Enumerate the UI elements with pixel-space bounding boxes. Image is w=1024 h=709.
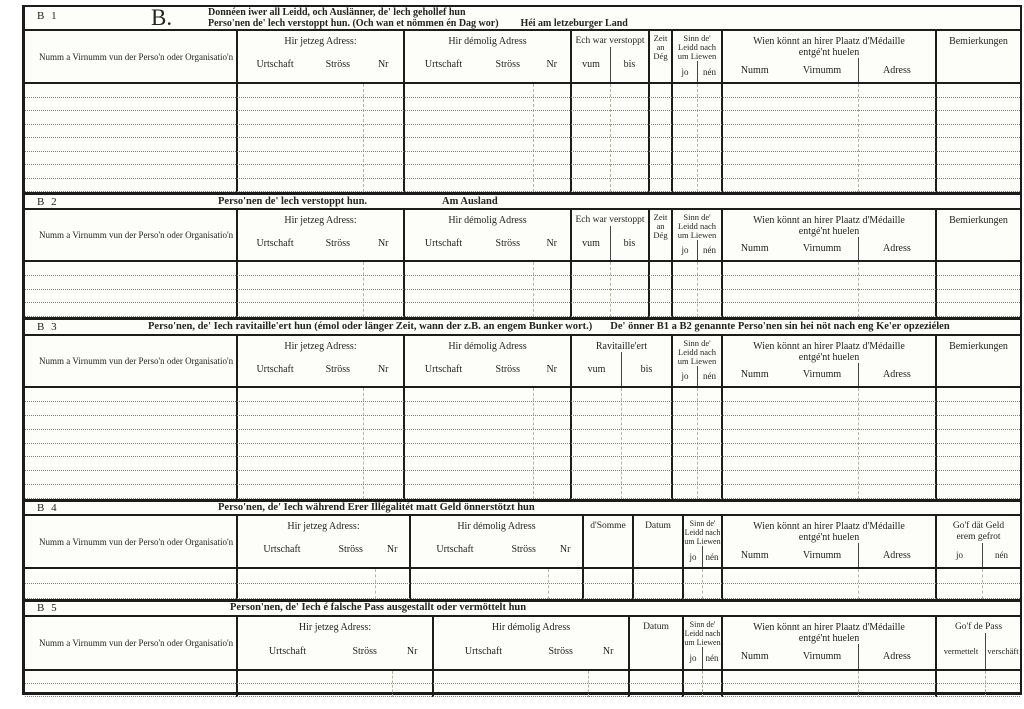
sub-stross: Ströss [338, 544, 363, 555]
b1-col-bemierkungen [935, 31, 1020, 82]
sub-nr: Nr [546, 363, 557, 375]
sinn-line1: Sinn de' [683, 338, 711, 348]
b1-col-wien [721, 31, 935, 82]
sub-urtschaft: Urtschaft [424, 237, 463, 249]
col-wien-label: Wien könnt an hirer Plaatz d'Médaille entgé'nt huelen [753, 36, 905, 58]
sub-urtschaft: Urtschaft [268, 645, 307, 657]
body-cell-demolig [403, 262, 570, 317]
col-demolig-label: Hir démolig Adress [448, 341, 527, 352]
body-cell-wien [721, 671, 935, 697]
sinn-line1: Sinn de' [683, 33, 711, 43]
b5-section-label: B 5 [37, 602, 59, 614]
sub-numm: Numm [740, 651, 769, 662]
b5-col-name [25, 617, 236, 669]
body-cell-name [25, 569, 236, 599]
body-cell-jetzeg [236, 388, 403, 499]
b3-title-bar [25, 320, 1020, 336]
b3-col-bemierkungen [935, 336, 1020, 386]
b3-header-row [25, 336, 1020, 388]
body-cell-jetzeg [236, 671, 432, 697]
sub-stross: Ströss [495, 237, 520, 249]
col-datum-label: Datum [645, 521, 671, 531]
b2-header-row [25, 210, 1020, 262]
sub-verschaft: verschäft [985, 633, 1020, 669]
b1-title-text [208, 8, 628, 29]
sub-stross: Ströss [325, 363, 351, 375]
b3-col-demolig-adress [403, 336, 570, 386]
sinn-line2: Leidd nach [684, 629, 721, 638]
b4-col-wien [721, 516, 935, 567]
body-cell-gof [935, 569, 1020, 599]
b3-col-wien [721, 336, 935, 386]
section-b5 [25, 599, 1020, 697]
col-demolig-label: Hir démolig Adress [491, 622, 571, 633]
sinn-line1: Sinn de' [689, 519, 716, 528]
body-cell-name [25, 388, 236, 499]
b2-col-bemierkungen [935, 210, 1020, 260]
body-cell-demolig [403, 388, 570, 499]
sub-stross: Ströss [325, 59, 351, 70]
body-cell-sinn [671, 262, 721, 317]
b1-demolig-subs [405, 47, 570, 82]
col-wien-label: Wien könnt an hirer Plaatz d'Médaille entgé'nt huelen [753, 521, 905, 543]
sub-bis: bis [610, 226, 648, 260]
body-cell-bem [935, 262, 1020, 317]
sub-nen: nén [697, 61, 721, 82]
sub-urtschaft: Urtschaft [256, 59, 294, 70]
b4-col-gof-geld [935, 516, 1020, 567]
b5-col-datum [628, 617, 682, 669]
b2-place: Am Ausland [442, 196, 498, 207]
sub-adress: Adress [858, 237, 935, 260]
sub-adress: Adress [858, 543, 935, 567]
sub-nr: Nr [546, 237, 557, 249]
b2-col-jetzeg-adress [236, 210, 403, 260]
sub-jo: jo [681, 245, 689, 255]
body-cell-verstoppt [570, 84, 648, 192]
zeit-line3: Dég [653, 230, 668, 240]
b4-title: Perso'nen, de' Iech während Erer Illégalitét matt Geld önnerstötzt hun [218, 502, 535, 513]
sub-nen: nén [697, 366, 721, 386]
body-cell-wien [721, 262, 935, 317]
b2-col-wien [721, 210, 935, 260]
b2-title-bar [25, 195, 1020, 210]
sub-nen: nén [982, 543, 1020, 567]
b3-section-label: B 3 [37, 321, 59, 333]
b1-jetzeg-subs [238, 47, 403, 82]
body-cell-sinn [671, 84, 721, 192]
zeit-line2: an [656, 221, 665, 231]
b2-col-verstoppt [570, 210, 648, 260]
sub-nr: Nr [559, 544, 571, 555]
b2-col-sinn [671, 210, 721, 260]
b4-section-label: B 4 [37, 502, 59, 514]
body-cell-zeit [648, 84, 671, 192]
b2-body [25, 262, 1020, 317]
b4-col-sinn [682, 516, 721, 567]
b1-col-zeit [648, 31, 671, 82]
sinn-line1: Sinn de' [689, 620, 716, 629]
b3-title: Perso'nen, de' Iech ravitaille'ert hun (émol oder länger Zeit, wann der z.B. an engem Bunker wort.) [148, 321, 593, 332]
b4-header-row [25, 516, 1020, 569]
zeit-line2: an [656, 42, 665, 52]
b3-body [25, 388, 1020, 499]
body-cell-ravit [570, 388, 671, 499]
b5-title: Person'nen, de' Iech é falsche Pass ausgestallt oder vermöttelt hun [230, 602, 527, 613]
col-name-label: Numm a Virnumm vun der Perso'n oder Organisatio'n [39, 230, 234, 240]
section-b4 [25, 499, 1020, 599]
sub-urtschaft: Urtschaft [263, 544, 301, 555]
b4-col-jetzeg-adress [236, 516, 409, 567]
sinn-line2: Leidd nach [684, 528, 721, 537]
col-jetzeg-label: Hir jetzeg Adress: [287, 521, 360, 532]
col-gof-pass-label: Go'f de Pass [954, 622, 1003, 632]
col-demolig-label: Hir démolig Adress [448, 215, 527, 226]
b1-title-note: Héi am letzeburger Land [520, 17, 628, 29]
body-cell-somme [582, 569, 632, 599]
b4-title-bar [25, 502, 1020, 516]
sub-jo: jo [955, 550, 963, 560]
sub-urtschaft: Urtschaft [256, 363, 294, 375]
sub-stross: Ströss [511, 544, 536, 555]
b4-body [25, 569, 1020, 599]
zeit-line1: Zeit [653, 212, 668, 222]
b3-col-ravitailleert [570, 336, 671, 386]
b1-verstoppt-subs [572, 47, 648, 82]
sub-urtschaft: Urtschaft [424, 363, 463, 375]
sub-adress: Adress [858, 363, 935, 386]
body-cell-zeit [648, 262, 671, 317]
sinn-line3: um Liewen [677, 356, 717, 366]
b2-title: Perso'nen de' lech verstoppt hun. [218, 196, 368, 207]
col-wien-label: Wien könnt an hirer Plaatz d'Médaille entgé'nt huelen [753, 622, 905, 644]
body-cell-demolig [432, 671, 628, 697]
b5-col-jetzeg-adress [236, 617, 432, 669]
sub-urtschaft: Urtschaft [424, 59, 463, 70]
section-b2 [25, 192, 1020, 317]
sub-nr: Nr [602, 645, 614, 657]
body-cell-gof [935, 671, 1020, 697]
sub-jo: jo [689, 551, 697, 562]
b1-wien-subs [723, 58, 935, 82]
body-cell-name [25, 671, 236, 697]
section-b3 [25, 317, 1020, 499]
sub-numm: Numm [740, 549, 769, 561]
sinn-line2: Leidd nach [678, 221, 716, 231]
sub-nen: nén [702, 647, 721, 669]
b5-title-bar [25, 602, 1020, 617]
form-sheet [22, 5, 1022, 695]
body-cell-wien [721, 84, 935, 192]
sub-vum: vum [587, 363, 606, 375]
sinn-line2: Leidd nach [678, 347, 716, 357]
b1-col-verstoppt [570, 31, 648, 82]
b1-title-line2: Perso'nen de' lech verstoppt hun. (Och wan et nömmen én Dag wor) [208, 17, 499, 29]
sinn-line3: um Liewen [677, 230, 717, 240]
b5-header-row [25, 617, 1020, 671]
body-cell-verstoppt [570, 262, 648, 317]
body-cell-datum [632, 569, 682, 599]
sub-jo: jo [681, 66, 689, 77]
body-cell-jetzeg [236, 84, 403, 192]
sub-vum: vum [582, 237, 600, 249]
col-verstoppt-label: Ech war verstoppt [575, 215, 645, 225]
b4-col-demolig-adress [409, 516, 582, 567]
b1-col-sinn [671, 31, 721, 82]
col-bem-label: Bemierkungen [949, 215, 1008, 226]
sub-jo: jo [689, 653, 697, 663]
zeit-line1: Zeit [653, 33, 668, 43]
sub-stross: Ströss [495, 59, 520, 70]
col-gof-geld-label: Go'f dät Geld erem gefrot [952, 521, 1005, 542]
b1-big-letter: B. [151, 5, 173, 30]
sinn-line3: um Liewen [677, 51, 717, 61]
sub-jo: jo [681, 371, 689, 381]
col-jetzeg-label: Hir jetzeg Adress: [284, 36, 357, 47]
body-cell-sinn [671, 388, 721, 499]
sub-stross: Ströss [495, 363, 520, 375]
b1-header-row [25, 31, 1020, 84]
col-bem-label: Bemierkungen [949, 36, 1008, 47]
body-cell-name [25, 262, 236, 317]
b1-col-demolig-adress [403, 31, 570, 82]
b1-sinn-subs [673, 61, 721, 82]
body-cell-bem [935, 388, 1020, 499]
body-cell-wien [721, 569, 935, 599]
b1-col-jetzeg-adress [236, 31, 403, 82]
b1-title-line2-wrap [208, 19, 628, 30]
sub-urtschaft: Urtschaft [256, 237, 294, 249]
sub-bis: bis [610, 47, 648, 82]
sub-virnumm: Virnumm [802, 64, 842, 76]
col-datum-label: Datum [643, 622, 669, 632]
body-cell-datum [628, 671, 682, 697]
col-somme-label: d'Somme [590, 521, 626, 531]
zeit-line3: Dég [653, 51, 668, 61]
col-name-label: Numm a Virnumm vun der Perso'n oder Organisatio'n [39, 356, 234, 366]
sub-vum: vum [582, 59, 600, 70]
body-cell-name [25, 84, 236, 192]
col-ravit-label: Ravitaille'ert [595, 341, 648, 352]
col-jetzeg-label: Hir jetzeg Adress: [284, 341, 357, 352]
sub-virnumm: Virnumm [802, 243, 842, 254]
sub-stross: Ströss [325, 237, 351, 249]
b4-col-datum [632, 516, 682, 567]
col-jetzeg-label: Hir jetzeg Adress: [284, 215, 357, 226]
col-name-label: Numm a Virnumm vun der Perso'n oder Organisatio'n [39, 536, 234, 547]
body-cell-sinn [682, 569, 721, 599]
col-verstoppt-label: Ech war verstoppt [575, 36, 645, 46]
col-jetzeg-label: Hir jetzeg Adress: [298, 622, 372, 633]
sub-numm: Numm [740, 369, 769, 380]
b5-col-wien [721, 617, 935, 669]
b4-col-name [25, 516, 236, 567]
b5-body [25, 671, 1020, 697]
b3-title-text [148, 321, 950, 332]
sub-numm: Numm [740, 64, 769, 76]
section-b1 [25, 7, 1020, 192]
sub-urtschaft: Urtschaft [436, 544, 474, 555]
col-demolig-label: Hir démolig Adress [448, 36, 527, 47]
col-wien-label: Wien könnt an hirer Plaatz d'Médaille entgé'nt huelen [753, 341, 905, 363]
sub-stross: Ströss [352, 645, 377, 657]
sinn-line1: Sinn de' [683, 212, 711, 222]
b1-title-bar [25, 7, 1020, 31]
body-cell-wien [721, 388, 935, 499]
b1-body [25, 84, 1020, 192]
sub-stross: Ströss [548, 645, 573, 657]
b3-col-name [25, 336, 236, 386]
sub-nr: Nr [377, 237, 389, 249]
sub-nr: Nr [377, 363, 389, 375]
body-cell-sinn [682, 671, 721, 697]
sub-nr: Nr [406, 645, 418, 657]
sub-adress: Adress [858, 644, 935, 669]
col-name-label: Numm a Virnumm vun der Perso'n oder Organisatio'n [39, 51, 234, 62]
b1-col-name [25, 31, 236, 82]
body-cell-demolig [403, 84, 570, 192]
sub-virnumm: Virnumm [802, 651, 842, 662]
body-cell-jetzeg [236, 262, 403, 317]
sub-virnumm: Virnumm [802, 369, 842, 380]
b2-col-demolig-adress [403, 210, 570, 260]
body-cell-bem [935, 84, 1020, 192]
col-wien-label: Wien könnt an hirer Plaatz d'Médaille entgé'nt huelen [753, 215, 905, 237]
col-name-label: Numm a Virnumm vun der Perso'n oder Organisatio'n [39, 638, 234, 648]
b2-section-label: B 2 [37, 196, 59, 208]
b1-title-line1: Donnéen iwer all Leidd, och Auslänner, de' lech gehollef hun [208, 7, 466, 18]
sub-urtschaft: Urtschaft [464, 645, 503, 657]
sinn-line2: Leidd nach [678, 42, 716, 52]
b5-col-gof-pass [935, 617, 1020, 669]
b3-col-jetzeg-adress [236, 336, 403, 386]
sub-adress: Adress [858, 58, 935, 82]
sub-nr: Nr [546, 59, 557, 70]
b5-col-sinn [682, 617, 721, 669]
b2-col-name [25, 210, 236, 260]
sub-nen: nén [697, 240, 721, 260]
sub-nr: Nr [386, 544, 398, 555]
sub-numm: Numm [740, 243, 769, 254]
body-cell-demolig [409, 569, 582, 599]
b4-col-somme [582, 516, 632, 567]
sinn-line3: um Liewen [684, 537, 721, 546]
col-bem-label: Bemierkungen [949, 341, 1008, 352]
b5-col-demolig-adress [432, 617, 628, 669]
col-demolig-label: Hir démolig Adress [457, 521, 536, 532]
b3-col-sinn [671, 336, 721, 386]
sub-nr: Nr [377, 59, 389, 70]
body-cell-jetzeg [236, 569, 409, 599]
sub-nen: nén [702, 546, 721, 567]
sinn-line3: um Liewen [684, 638, 721, 647]
sub-vermettelt: vermettelt [943, 646, 979, 656]
b3-note: De' önner B1 a B2 genannte Perso'nen sin hei nöt nach eng Ke'er opzeziélen [610, 321, 950, 332]
sub-bis: bis [621, 352, 671, 386]
b1-section-label: B 1 [37, 10, 59, 22]
sub-virnumm: Virnumm [802, 549, 842, 561]
b2-col-zeit [648, 210, 671, 260]
